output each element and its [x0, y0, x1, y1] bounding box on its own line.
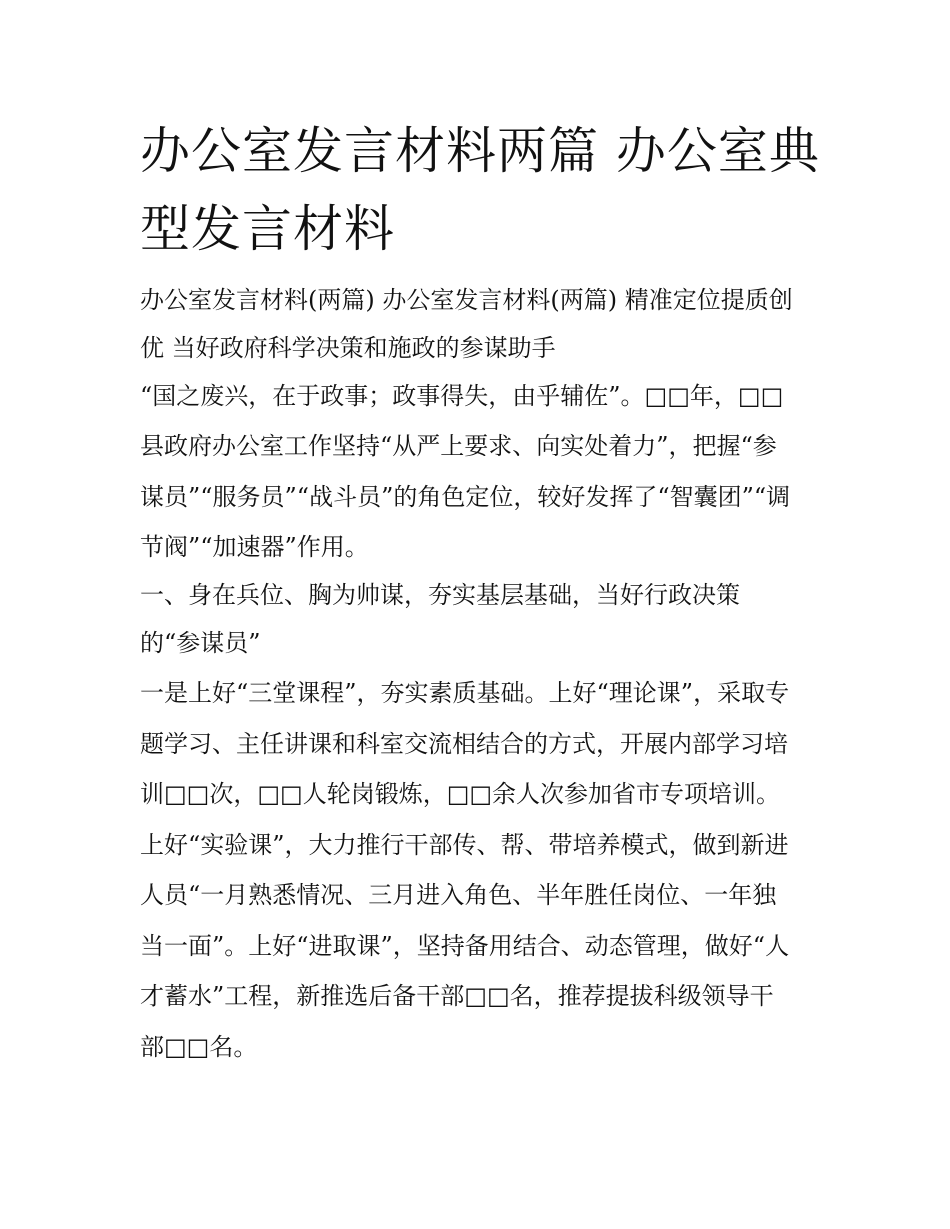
body-line: 谋员”“服务员”“战斗员”的角色定位，较好发挥了“智囊团”“调: [140, 482, 791, 511]
body-line: 部□□名。: [140, 1032, 258, 1061]
body-line: “国之废兴，在于政事；政事得失，由乎辅佐”。□□年，□□: [140, 381, 784, 410]
body-line: 上好“实验课”，大力推行干部传、帮、带培养模式，做到新进: [140, 830, 789, 859]
body-line: 办公室发言材料(两篇) 办公室发言材料(两篇) 精准定位提质创: [140, 286, 793, 314]
body-line: 训□□次，□□人轮岗锻炼，□□余人次参加省市专项培训。: [140, 780, 781, 808]
body-line: 一是上好“三堂课程”，夯实素质基础。上好“理论课”，采取专: [140, 679, 790, 707]
body-line: 一、身在兵位、胸为帅谋，夯实基层基础，当好行政决策: [140, 580, 740, 609]
title-line: 办公室发言材料两篇 办公室典: [140, 122, 820, 180]
document-body: [140, 275, 820, 1072]
title-line: 型发言材料: [140, 200, 395, 258]
body-line: 节阀”“加速器”作用。: [140, 533, 369, 561]
body-line: 才蓄水”工程，新推选后备干部□□名，推荐提拔科级领导干: [140, 982, 774, 1010]
body-line: 的“参谋员”: [140, 628, 261, 657]
body-line: 题学习、主任讲课和科室交流相结合的方式，开展内部学习培: [140, 729, 788, 758]
body-line: 县政府办公室工作坚持“从严上要求、向实处着力”，把握“参: [140, 432, 777, 460]
document-title: [140, 112, 820, 268]
body-line: 当一面”。上好“进取课”，坚持备用结合、动态管理，做好“人: [140, 931, 790, 960]
body-line: 优 当好政府科学决策和施政的参谋助手: [140, 333, 556, 362]
body-line: 人员“一月熟悉情况、三月进入角色、半年胜任岗位、一年独: [140, 881, 777, 909]
